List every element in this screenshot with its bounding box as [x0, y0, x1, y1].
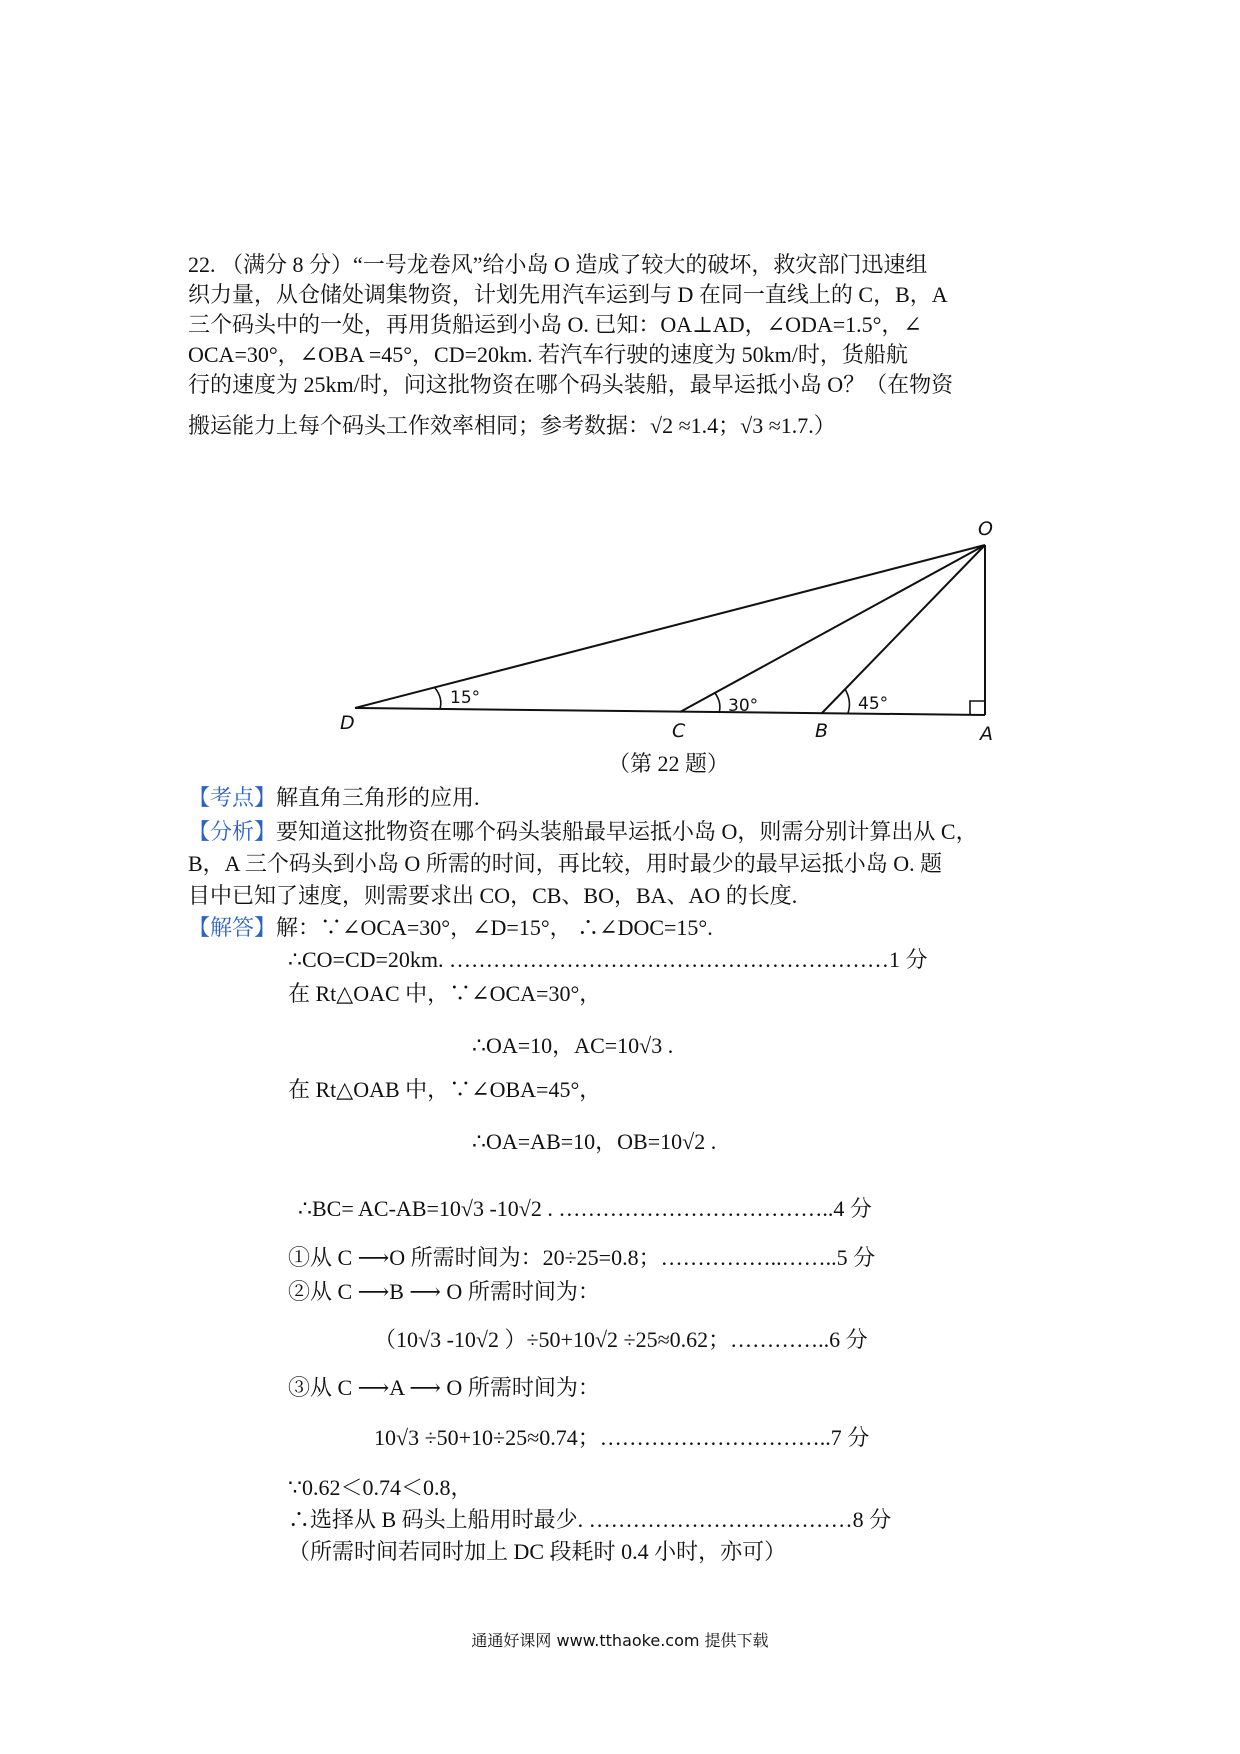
- solution-step-14: （所需时间若同时加上 DC 段耗时 0.4 小时，亦可）: [288, 1539, 787, 1564]
- jieda-row: [188, 914, 713, 942]
- solution-step-5: ∴OA=AB=10，OB=10√2 .: [472, 1129, 717, 1154]
- solution-step-4: 在 Rt△OAB 中，∵∠OBA=45°，: [288, 1077, 602, 1102]
- point-label-A: A: [980, 723, 993, 745]
- angle-label-b: 45°: [858, 694, 889, 714]
- geometry-figure: [340, 505, 1000, 750]
- line-DO: [355, 545, 985, 708]
- line-CO: [680, 545, 985, 712]
- angle-label-c: 30°: [728, 696, 759, 716]
- kaodian-row: [188, 784, 480, 812]
- fenxi-tag: 【分析】: [188, 819, 277, 844]
- angle-arc-b: [845, 689, 849, 713]
- jieda-first-line: 解：∵∠OCA=30°，∠D=15°， ∴∠DOC=15°.: [276, 915, 713, 940]
- problem-line-6: 搬运能力上每个码头工作效率相同；参考数据：√2 ≈1.4；√3 ≈1.7.）: [188, 413, 836, 438]
- fenxi-line-2: B，A 三个码头到小岛 O 所需的时间，再比较，用时最少的最早运抵小岛 O. 题: [188, 851, 943, 876]
- fenxi-line-3: 目中已知了速度，则需要求出 CO，CB、BO，BA、AO 的长度.: [188, 883, 798, 908]
- kaodian-tag: 【考点】: [188, 785, 277, 810]
- point-label-C: C: [672, 720, 686, 742]
- kaodian-text: 解直角三角形的应用.: [276, 785, 480, 810]
- problem-line-5: 行的速度为 25km/时，问这批物资在哪个码头装船，最早运抵小岛 O？（在物资: [188, 372, 954, 397]
- solution-step-13: ∴选择从 B 码头上船用时最少. ………………………………8 分: [288, 1507, 892, 1532]
- solution-step-9: （10√3 -10√2 ）÷50+10√2 ÷25≈0.62；…………..6 分: [374, 1327, 868, 1352]
- solution-step-6: ∴BC= AC-AB=10√3 -10√2 . ………………………………..4 分: [298, 1196, 872, 1221]
- angle-arc-d: [435, 688, 441, 709]
- point-label-O: O: [978, 518, 993, 540]
- point-label-D: D: [340, 712, 355, 734]
- problem-line-4: OCA=30°，∠OBA =45°，CD=20km. 若汽车行驶的速度为 50km/时，货船航: [188, 342, 908, 367]
- solution-step-7: ①从 C ⟶O 所需时间为：20÷25=0.8；……………..……..5 分: [288, 1245, 876, 1270]
- angle-label-d: 15°: [450, 688, 481, 708]
- solution-step-12: ∵0.62＜0.74＜0.8，: [288, 1475, 473, 1500]
- solution-step-10: ③从 C ⟶A ⟶ O 所需时间为：: [288, 1375, 600, 1400]
- solution-step-2: 在 Rt△OAC 中，∵∠OCA=30°，: [288, 981, 602, 1006]
- solution-step-11: 10√3 ÷50+10÷25≈0.74；…………………………..7 分: [374, 1425, 870, 1450]
- right-angle-mark: [970, 701, 985, 715]
- line-DA: [355, 708, 985, 715]
- solution-step-8: ②从 C ⟶B ⟶ O 所需时间为：: [288, 1279, 600, 1304]
- line-BO: [822, 545, 985, 713]
- fenxi-line-1: 要知道这批物资在哪个码头装船最早运抵小岛 O，则需分别计算出从 C，: [276, 819, 978, 844]
- figure-caption: （第 22 题）: [608, 751, 730, 776]
- problem-line-1: 22. （满分 8 分）“一号龙卷风”给小岛 O 造成了较大的破坏，救灾部门迅速组: [188, 252, 928, 277]
- page-footer: 通通好课网 www.tthaoke.com 提供下载: [471, 1631, 769, 1650]
- fenxi-row: [188, 818, 978, 846]
- angle-arc-c: [715, 693, 720, 713]
- point-label-B: B: [815, 720, 829, 742]
- solution-step-1: ∴CO=CD=20km. ……………………………………………………1 分: [288, 947, 928, 972]
- problem-line-2: 织力量，从仓储处调集物资，计划先用汽车运到与 D 在同一直线上的 C，B，A: [188, 282, 948, 307]
- problem-line-3: 三个码头中的一处，再用货船运到小岛 O. 已知：OA⊥AD，∠ODA=1.5°，∠: [188, 312, 922, 337]
- solution-step-3: ∴OA=10，AC=10√3 .: [472, 1033, 674, 1058]
- jieda-tag: 【解答】: [188, 915, 277, 940]
